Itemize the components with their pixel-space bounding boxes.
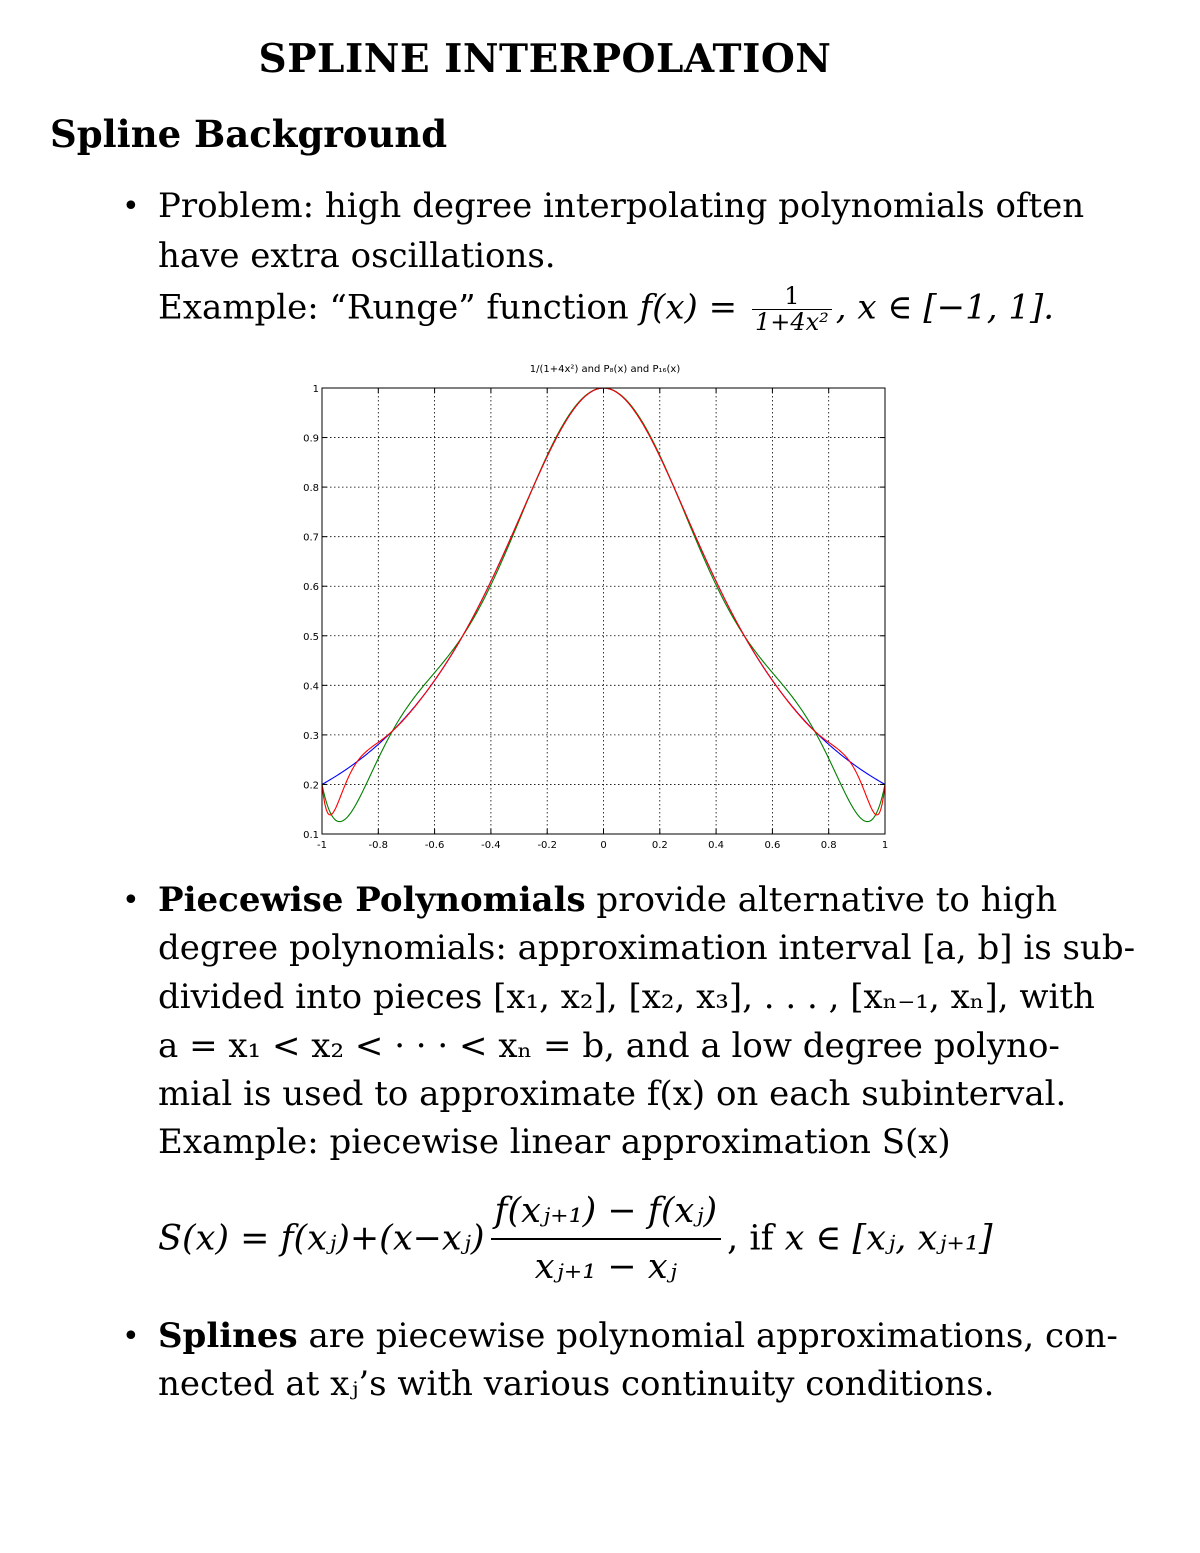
plot-frame [322, 388, 885, 834]
bullet-dot-3: • [122, 1319, 140, 1354]
piecewise-linear-formula [158, 1190, 993, 1290]
section-heading: Spline Background [50, 112, 448, 156]
x-tick-label: -0.2 [537, 840, 557, 851]
bullet-dot-2: • [122, 883, 140, 918]
formula-condition-interval: x ∈ [xⱼ, xⱼ₊₁] [784, 1218, 993, 1259]
bullet2-line2: degree polynomials: approximation interval [a, b] is sub- [158, 928, 1136, 968]
y-tick-label: 0.6 [303, 582, 319, 594]
y-tick-label: 0.1 [303, 830, 319, 841]
bullet1-line2: have extra oscillations. [158, 236, 556, 276]
splines-term: Splines [158, 1316, 298, 1356]
y-tick-label: 0.9 [303, 433, 319, 445]
bullet1-line3 [158, 284, 1054, 335]
formula-fraction [491, 1190, 722, 1290]
bullet3-line1-rest: are piecewise polynomial approximations, con- [297, 1316, 1118, 1356]
runge-fraction [752, 284, 832, 335]
formula-denominator: xⱼ₊₁ − xⱼ [534, 1246, 677, 1287]
bullet3-line1 [158, 1316, 1118, 1357]
runge-fraction-denominator: 1+4x² [754, 308, 829, 337]
bullet2-line1-rest: provide alternative to high [585, 880, 1058, 920]
runge-function-lhs: f(x) = [639, 287, 738, 328]
x-tick-label: 0.4 [708, 840, 725, 851]
y-tick-label: 0.7 [303, 532, 319, 544]
formula-numerator: f(xⱼ₊₁) − f(xⱼ) [491, 1190, 722, 1240]
runge-plot [270, 355, 910, 855]
bullet1-line1: Problem: high degree interpolating polynomials often [158, 186, 1085, 226]
x-tick-label: -0.6 [424, 840, 445, 851]
y-tick-label: 0.8 [303, 483, 319, 495]
bullet2-line3: divided into pieces [x₁, x₂], [x₂, x₃], . . . , [xₙ₋₁, xₙ], with [158, 977, 1095, 1017]
bullet2-line6: Example: piecewise linear approximation S(x) [158, 1122, 951, 1162]
bullet2-line5: mial is used to approximate f(x) on each subinterval. [158, 1074, 1067, 1114]
bullet2-line1 [158, 880, 1057, 921]
runge-example-prefix: Example: “Runge” function [158, 287, 629, 328]
y-tick-label: 0.4 [303, 681, 319, 693]
x-tick-label: 0.6 [764, 840, 781, 851]
runge-fraction-numerator: 1 [752, 284, 832, 310]
x-tick-label: 0.2 [651, 840, 668, 851]
x-tick-label: 0.8 [820, 840, 837, 851]
runge-domain: , x ∈ [−1, 1]. [835, 287, 1055, 328]
x-tick-label: 0 [600, 840, 607, 851]
y-tick-label: 1 [312, 384, 319, 395]
x-tick-label: -1 [317, 840, 327, 851]
x-tick-label: 1 [881, 840, 889, 851]
bullet-dot-1: • [122, 189, 140, 224]
y-tick-label: 0.3 [303, 730, 319, 742]
formula-condition-text: , if [727, 1218, 785, 1259]
page-title: SPLINE INTERPOLATION [258, 36, 832, 82]
y-tick-label: 0.5 [303, 631, 319, 643]
x-tick-label: -0.8 [368, 840, 389, 851]
bullet2-line4: a = x₁ < x₂ < · · · < xₙ = b, and a low degree polyno- [158, 1026, 1060, 1066]
formula-lhs: S(x) = f(xⱼ)+(x−xⱼ) [158, 1218, 485, 1259]
y-tick-label: 0.2 [303, 780, 319, 792]
piecewise-polynomials-term: Piecewise Polynomials [158, 880, 586, 920]
x-tick-label: -0.4 [481, 840, 501, 851]
bullet3-line2: nected at xⱼ’s with various continuity conditions. [158, 1364, 995, 1404]
plot-title: 1/(1+4x²) and P₈(x) and P₁₆(x) [529, 364, 681, 375]
